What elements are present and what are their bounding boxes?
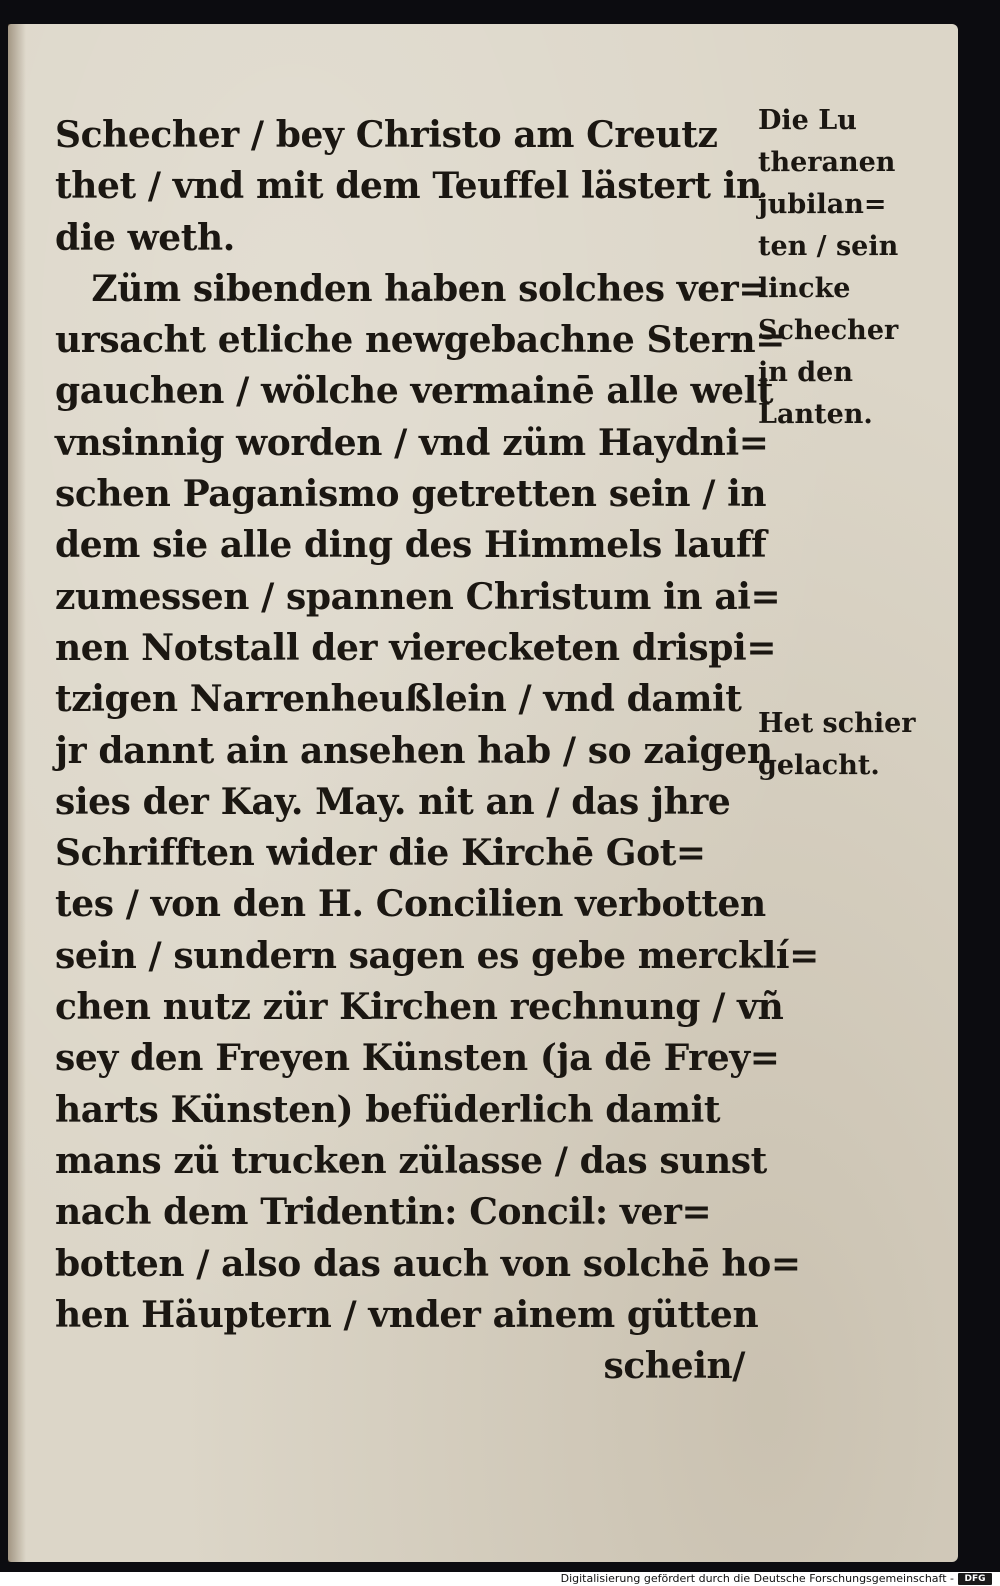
text-line: sey den Freyen Künsten (ja dē Frey= xyxy=(55,1037,780,1080)
text-line: ursacht etliche newgebachne Stern= xyxy=(55,319,785,362)
margin-note-line: Lanten. xyxy=(758,399,873,430)
margin-note-line: theranen xyxy=(758,147,896,178)
margin-note-lutheranen xyxy=(758,100,948,436)
page-binding-shadow xyxy=(8,24,26,1562)
text-line: nach dem Tridentin: Concil: ver= xyxy=(55,1191,712,1234)
margin-note-line: in den xyxy=(758,357,853,388)
text-line: hen Häuptern / vnder ainem gütten xyxy=(55,1293,759,1336)
text-line: botten / also das auch von solchē ho= xyxy=(55,1242,801,1285)
text-line: tzigen Narrenheußlein / vnd damit xyxy=(55,678,742,721)
margin-note-line: gelacht. xyxy=(758,750,880,781)
text-line: Schecher / bey Christo am Creutz xyxy=(55,114,718,156)
text-line: sies der Kay. May. nit an / das jhre xyxy=(55,780,731,823)
margin-note-line: lincke xyxy=(758,273,851,304)
text-line: tes / von den H. Concilien verbotten xyxy=(55,883,766,926)
text-line: Schrifften wider die Kirchē Got= xyxy=(55,832,706,875)
text-line: chen nutz zür Kirchen rechnung / vñ xyxy=(55,986,784,1029)
text-line: gauchen / wölche vermainē alle welt xyxy=(55,370,774,413)
footer-bar xyxy=(0,1572,1000,1586)
text-line: jr dannt ain ansehen hab / so zaigen xyxy=(55,729,773,772)
margin-note-line: ten / sein xyxy=(758,231,899,262)
funding-credit: Digitalisierung gefördert durch die Deutsche Forschungsgemeinschaft - xyxy=(560,1572,954,1585)
text-line: dem sie alle ding des Himmels lauff xyxy=(55,524,767,567)
margin-note-line: jubilan= xyxy=(758,189,887,220)
text-line: vnsinnig worden / vnd züm Haydni= xyxy=(55,421,769,464)
text-line: schen Paganismo getretten sein / in xyxy=(55,473,767,516)
text-line: harts Künsten) befüderlich damit xyxy=(55,1088,721,1131)
text-line: Züm sibenden haben solches ver= xyxy=(55,267,769,310)
margin-note-gelacht xyxy=(758,703,948,787)
margin-note-line: Die Lu xyxy=(758,105,857,136)
catchword: schein/ xyxy=(603,1345,745,1388)
text-line: zumessen / spannen Christum in ai= xyxy=(55,575,781,618)
text-line: die weth. xyxy=(55,216,235,259)
text-line: sein / sundern sagen es gebe mercklí= xyxy=(55,934,819,977)
dfg-logo: DFG xyxy=(958,1573,992,1585)
text-line: nen Notstall der vierecketen drispi= xyxy=(55,626,777,669)
margin-note-line: Schecher xyxy=(758,315,899,346)
margin-note-line: Het schier xyxy=(758,708,916,739)
text-line: thet / vnd mit dem Teuffel lästert in xyxy=(55,165,762,208)
text-line: mans zü trucken zülasse / das sunst xyxy=(55,1139,767,1182)
